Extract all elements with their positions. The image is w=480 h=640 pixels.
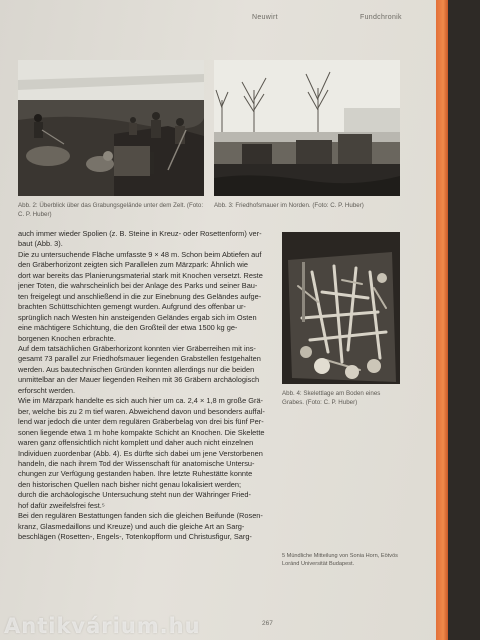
body-line: chungen zur Verfügung gestanden haben. Ihre letzte Ruhestätte konnte [18,469,253,479]
skeleton-layer-photo [282,232,400,384]
body-line: dort war bereits das Planierungsmaterial stark mit Knochen versetzt. Reste [18,270,263,280]
running-head-section: Fundchronik [360,14,402,21]
body-line: hof dafür zweifelsfrei fest.⁵ [18,500,105,510]
body-line: Bei den regulären Bestattungen fanden sich die gleichen Beifunde (Rosen- [18,511,263,521]
figure-caption-3: Abb. 3: Friedhofsmauer im Norden. (Foto: C. P. Huber) [214,202,364,209]
body-line: Die zu untersuchende Fläche umfasste 9 × 48 m. Schon beim Abtiefen auf [18,249,262,259]
body-line: lend war jedoch die unter dem regulären Gräberbelag von drei bis fünf Per- [18,417,264,427]
figure-caption-2: Abb. 2: Überblick über das Grabungsgelände unter dem Zelt. (Foto: C. P. Huber) [18,202,204,218]
skeleton-layer-illustration [282,232,400,384]
body-line: ten freigelegt und anschließend in die zur Einebnung des Geländes aufge- [18,291,262,301]
body-line: unmittelbar an der Mauer liegenden Reihen mit 36 Gräbern archäologisch [18,375,260,385]
body-line: erforscht werden. [18,385,76,395]
excavation-photo [18,60,204,196]
body-line: den historischen Quellen nach bisher nicht genau lokalisiert werden; [18,479,242,489]
running-head-author: Neuwirt [252,14,278,21]
figure-caption-4: Abb. 4: Skelettlage am Boden eines Grabes. (Foto: C. P. Huber) [282,390,381,406]
body-line: handeln, die nach ihrem Tod der Wissenschaft für anatomische Untersu- [18,458,255,468]
body-line: den Gräberhorizont zeigten sich Parallelen zum Märzpark: Ähnlich wie [18,260,249,270]
body-line: durch die archäologische Untersuchung steht nun der Währinger Fried- [18,490,251,500]
excavation-photo-illustration [18,60,204,196]
body-line: brachten Schüttschichten gemengt wurden. Aufgrund des offenbar ur- [18,302,246,312]
body-line: beschlägen (Rosetten-, Engels-, Totenkopfform und Christusfigur, Sarg- [18,532,252,542]
cemetery-wall-photo [214,60,400,196]
body-line: Individuen zuordenbar (Abb. 4). Es dürfte sich dabei um jene Verstorbenen [18,448,263,458]
body-line: werden. Aus bautechnischen Gründen konnten allerdings nur die beiden [18,364,255,374]
body-line: baut (Abb. 3). [18,239,63,249]
background-edge [448,0,480,640]
body-line: sprünglich nach Westen hin ansteigenden Geländes ergab sich im Osten [18,312,257,322]
body-line: ber, welche bis zu 2 m tief waren. Abweichend davon und besonders auffal- [18,406,265,416]
body-line: kranz, Glasmedaillons und Kreuze) und auch die gleiche Art an Sarg- [18,521,245,531]
body-line: Wie im Märzpark handelte es sich auch hier um ca. 2,4 × 1,8 m große Grä- [18,396,264,406]
body-line: auch immer wieder Spolien (z. B. Steine in Kreuz- oder Rosettenform) ver- [18,229,262,238]
footnote: 5 Mündliche Mitteilung von Sonia Horn, Eötvös Loránd Universität Budapest. [282,553,398,567]
body-line: Auf dem tatsächlichen Gräberhorizont konnten vier Gräberreihen mit ins- [18,343,256,353]
body-line: waren ganz offensichtlich nicht komplett und daher auch nicht einzelnen [18,438,254,448]
body-line: eine mächtigere Schichtung, die den Großteil der etwa 1500 kg ge- [18,323,238,333]
body-line: borgenen Knochen erbrachte. [18,333,116,343]
body-line: sonen liegende etwa 1 m hohe kompakte Schicht an Knochen. Die Skelette [18,427,265,437]
body-line: jener Toten, die wahrscheinlich bei der Anlage des Parks und seiner Bau- [18,281,258,291]
cemetery-wall-illustration [214,60,400,196]
watermark: Antikvárium.hu [4,614,201,638]
body-line: gesamt 73 parallel zur Friedhofsmauer liegenden Grabstellen festgehalten [18,354,261,364]
book-edge-orange [436,0,448,640]
page-number: 267 [262,620,273,627]
article-body [18,229,272,543]
